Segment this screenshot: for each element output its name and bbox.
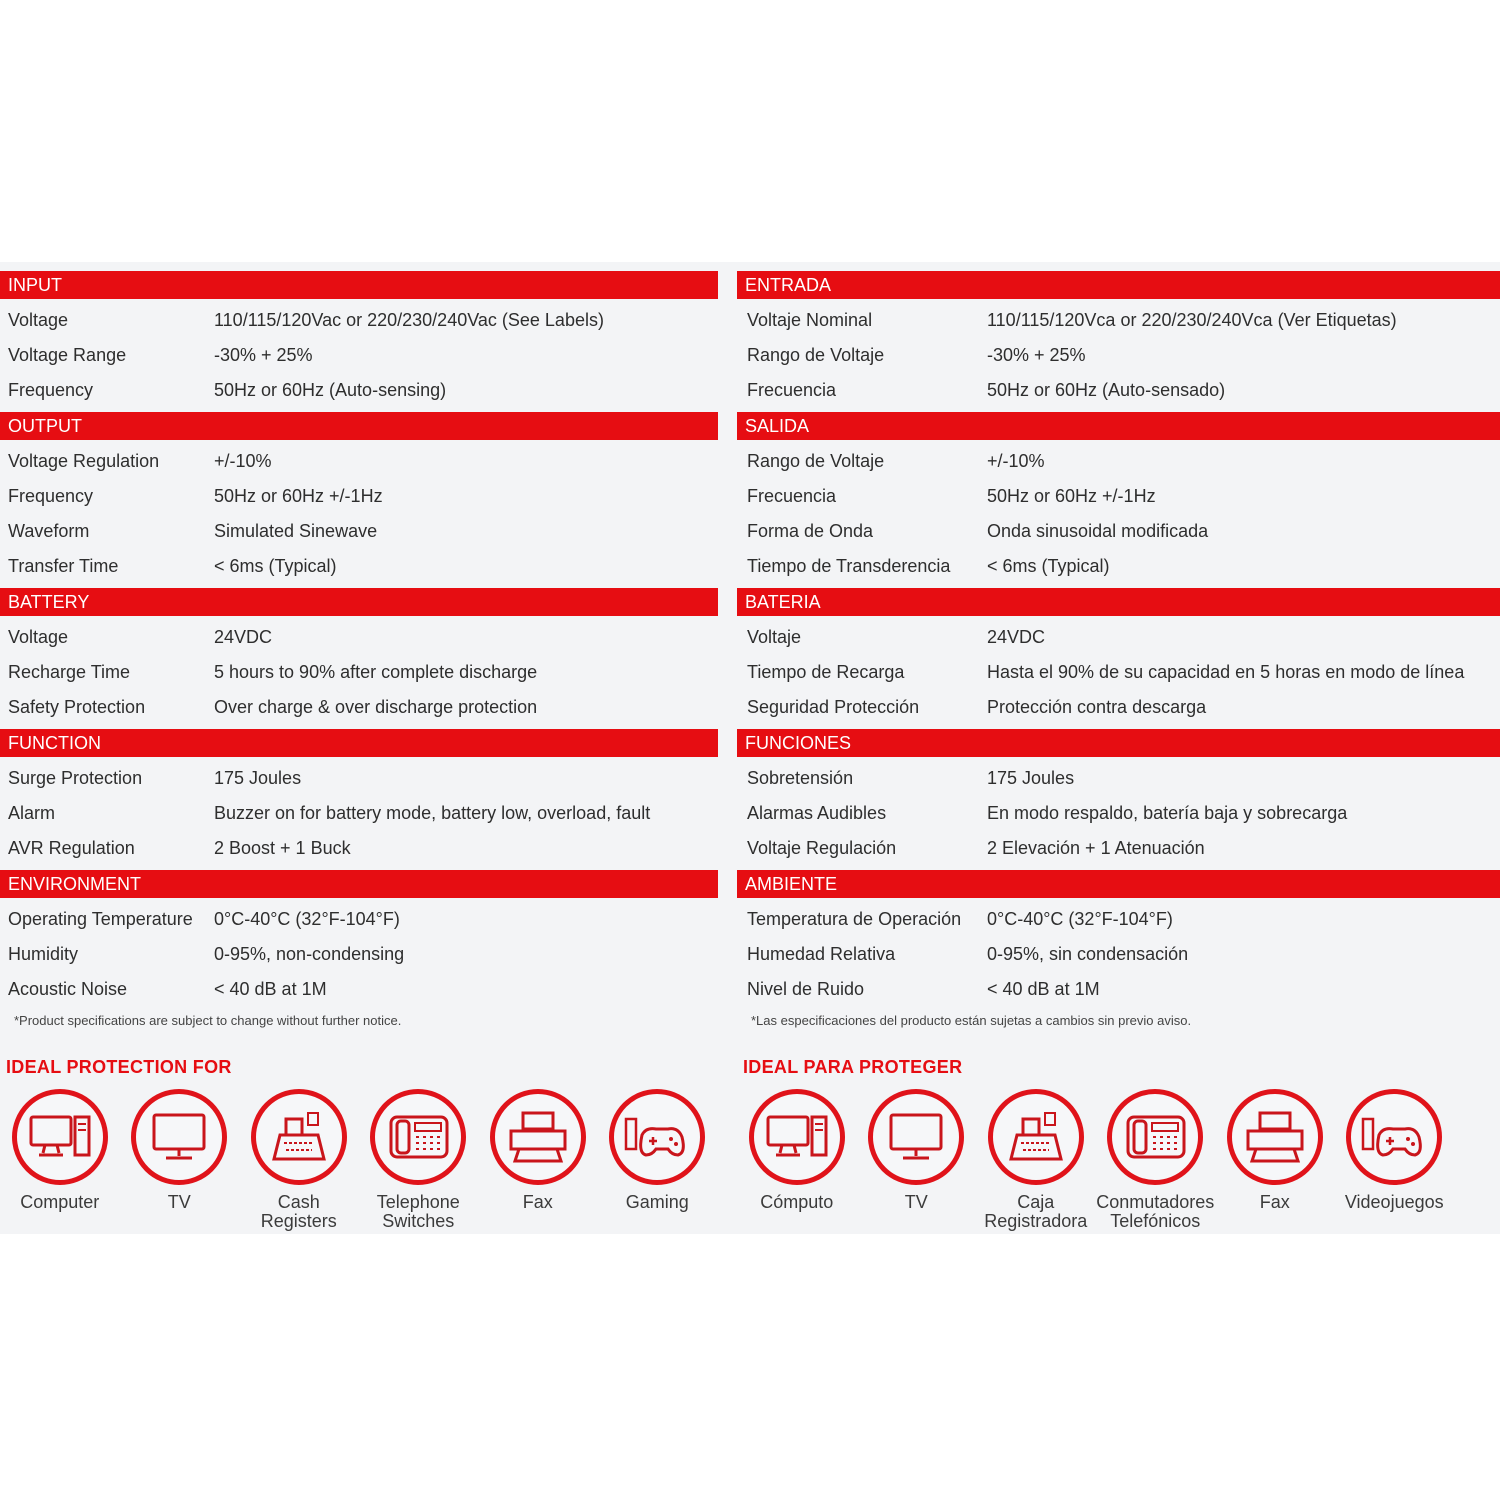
- spec-rows: [0, 761, 718, 866]
- spec-value: 0°C-40°C (32°F-104°F): [214, 909, 400, 929]
- spec-label: Voltage: [8, 627, 69, 647]
- spec-label: Surge Protection: [8, 768, 143, 788]
- section-header: ENTRADA: [737, 271, 1500, 299]
- spec-value: +/-10%: [214, 451, 272, 471]
- spec-row: [737, 373, 1500, 408]
- spec-label: Waveform: [8, 521, 90, 541]
- ideal-protection-title: IDEAL PARA PROTEGER: [743, 1057, 963, 1077]
- spec-rows: [0, 902, 718, 1007]
- spec-row: [0, 655, 718, 690]
- spec-label: Acoustic Noise: [8, 979, 128, 999]
- spec-label: Temperatura de Operación: [747, 909, 962, 929]
- spec-value: En modo respaldo, batería baja y sobrecarga: [987, 803, 1348, 823]
- tv-icon: [868, 1089, 964, 1185]
- spec-row: [737, 937, 1500, 972]
- spec-label: Alarmas Audibles: [747, 803, 887, 823]
- device-icon-list: [737, 1089, 1500, 1231]
- spec-label: Voltaje Regulación: [747, 838, 897, 858]
- english-spec-column: [0, 271, 718, 1231]
- spec-value: 50Hz or 60Hz +/-1Hz: [214, 486, 383, 506]
- spec-label: Frequency: [8, 380, 94, 400]
- spec-value: < 40 dB at 1M: [214, 979, 327, 999]
- spec-row: [0, 479, 718, 514]
- device-label: Gaming: [625, 1192, 689, 1212]
- spec-row: [737, 338, 1500, 373]
- spec-label: Tiempo de Transderencia: [747, 556, 951, 576]
- spec-rows: [0, 303, 718, 408]
- device-item: [120, 1089, 240, 1231]
- section-header: BATTERY: [0, 588, 718, 616]
- spec-value: 5 hours to 90% after complete discharge: [214, 662, 538, 682]
- device-label: Telephone Switches: [376, 1192, 460, 1231]
- spec-row: [737, 831, 1500, 866]
- spec-value: 175 Joules: [987, 768, 1075, 788]
- spec-rows: [737, 620, 1500, 725]
- spec-label: Operating Temperature: [8, 909, 193, 929]
- device-item: [857, 1089, 977, 1231]
- cash-register-icon: [988, 1089, 1084, 1185]
- spec-label: Humidity: [8, 944, 79, 964]
- spanish-spec-column: [737, 271, 1500, 1231]
- spec-row: [0, 373, 718, 408]
- spec-label: Rango de Voltaje: [747, 451, 885, 471]
- spec-value: 0-95%, sin condensación: [987, 944, 1189, 964]
- spec-value: < 6ms (Typical): [214, 556, 337, 576]
- telephone-icon: [1107, 1089, 1203, 1185]
- spec-label: Frequency: [8, 486, 94, 506]
- spec-row: [737, 444, 1500, 479]
- spec-label: Voltage Regulation: [8, 451, 160, 471]
- fax-icon: [1227, 1089, 1323, 1185]
- spec-rows: [737, 761, 1500, 866]
- spec-value: 110/115/120Vca or 220/230/240Vca (Ver Etiquetas): [987, 310, 1397, 330]
- spec-value: 24VDC: [214, 627, 273, 647]
- spec-label: Voltaje: [747, 627, 802, 647]
- spec-rows: [737, 902, 1500, 1007]
- device-label: Conmutadores Telefónicos: [1096, 1192, 1215, 1231]
- spec-value: < 40 dB at 1M: [987, 979, 1100, 999]
- device-item: [359, 1089, 479, 1231]
- spec-label: Voltage Range: [8, 345, 127, 365]
- spec-label: Humedad Relativa: [747, 944, 896, 964]
- gaming-icon: [1346, 1089, 1442, 1185]
- spec-row: [737, 479, 1500, 514]
- spec-value: Buzzer on for battery mode, battery low, overload, fault: [214, 803, 651, 823]
- device-item: [1215, 1089, 1335, 1231]
- spec-value: +/-10%: [987, 451, 1045, 471]
- device-label: TV: [167, 1192, 191, 1212]
- computer-icon: [12, 1089, 108, 1185]
- fax-icon: [490, 1089, 586, 1185]
- spec-row: [0, 549, 718, 584]
- spec-label: Rango de Voltaje: [747, 345, 885, 365]
- device-label: Cómputo: [760, 1192, 834, 1212]
- disclaimer-note: *Las especificaciones del producto están sujetas a cambios sin previo aviso.: [751, 1013, 1192, 1028]
- spec-row: [737, 620, 1500, 655]
- spec-label: Recharge Time: [8, 662, 131, 682]
- spec-row: [0, 902, 718, 937]
- section-header: AMBIENTE: [737, 870, 1500, 898]
- spec-value: Protección contra descarga: [987, 697, 1207, 717]
- section-header: OUTPUT: [0, 412, 718, 440]
- tv-icon: [131, 1089, 227, 1185]
- spec-value: 2 Elevación + 1 Atenuación: [987, 838, 1205, 858]
- spec-row: [737, 972, 1500, 1007]
- section-header: FUNCIONES: [737, 729, 1500, 757]
- spec-value: 50Hz or 60Hz +/-1Hz: [987, 486, 1156, 506]
- spec-row: [0, 972, 718, 1007]
- spec-value: 50Hz or 60Hz (Auto-sensing): [214, 380, 447, 400]
- spec-value: 110/115/120Vac or 220/230/240Vac (See Labels): [214, 310, 604, 330]
- spec-row: [0, 514, 718, 549]
- device-item: [239, 1089, 359, 1231]
- disclaimer-note: *Product specifications are subject to change without further notice.: [14, 1013, 402, 1028]
- spec-label: Nivel de Ruido: [747, 979, 865, 999]
- spec-rows: [0, 620, 718, 725]
- spec-label: AVR Regulation: [8, 838, 135, 858]
- gaming-icon: [609, 1089, 705, 1185]
- spec-row: [737, 796, 1500, 831]
- section-header: SALIDA: [737, 412, 1500, 440]
- spec-row: [0, 761, 718, 796]
- device-label: Caja Registradora: [984, 1192, 1088, 1231]
- spec-row: [0, 831, 718, 866]
- spec-rows: [737, 303, 1500, 408]
- section-header: INPUT: [0, 271, 718, 299]
- spec-value: 0°C-40°C (32°F-104°F): [987, 909, 1173, 929]
- spec-rows: [737, 444, 1500, 584]
- cash-register-icon: [251, 1089, 347, 1185]
- spec-label: Sobretensión: [747, 768, 854, 788]
- ideal-protection-title: IDEAL PROTECTION FOR: [6, 1057, 232, 1077]
- spec-value: -30% + 25%: [214, 345, 313, 365]
- spec-value: 24VDC: [987, 627, 1046, 647]
- spec-row: [737, 549, 1500, 584]
- spec-rows: [0, 444, 718, 584]
- device-label: TV: [904, 1192, 928, 1212]
- spec-row: [737, 761, 1500, 796]
- spec-label: Voltaje Nominal: [747, 310, 873, 330]
- spec-label: Frecuencia: [747, 380, 837, 400]
- device-label: Videojuegos: [1344, 1192, 1444, 1212]
- spec-value: Simulated Sinewave: [214, 521, 378, 541]
- spec-label: Voltage: [8, 310, 69, 330]
- device-label: Cash Registers: [260, 1192, 337, 1231]
- spec-label: Forma de Onda: [747, 521, 874, 541]
- spec-row: [0, 620, 718, 655]
- spec-row: [737, 655, 1500, 690]
- spec-label: Tiempo de Recarga: [747, 662, 905, 682]
- device-item: [1096, 1089, 1216, 1231]
- section-header: BATERIA: [737, 588, 1500, 616]
- section-header: FUNCTION: [0, 729, 718, 757]
- spec-label: Frecuencia: [747, 486, 837, 506]
- spec-row: [737, 690, 1500, 725]
- spec-value: 50Hz or 60Hz (Auto-sensado): [987, 380, 1226, 400]
- device-item: [598, 1089, 718, 1231]
- device-item: [478, 1089, 598, 1231]
- device-item: [737, 1089, 857, 1231]
- spec-value: Onda sinusoidal modificada: [987, 521, 1209, 541]
- spec-label: Transfer Time: [8, 556, 119, 576]
- spec-row: [0, 338, 718, 373]
- device-item: [0, 1089, 120, 1231]
- spec-value: 0-95%, non-condensing: [214, 944, 405, 964]
- spec-row: [737, 902, 1500, 937]
- spec-value: 175 Joules: [214, 768, 302, 788]
- spec-value: Hasta el 90% de su capacidad en 5 horas en modo de línea: [987, 662, 1465, 682]
- spec-value: < 6ms (Typical): [987, 556, 1110, 576]
- telephone-icon: [370, 1089, 466, 1185]
- spec-row: [737, 303, 1500, 338]
- spec-row: [0, 444, 718, 479]
- spec-label: Alarm: [8, 803, 56, 823]
- spec-value: 2 Boost + 1 Buck: [214, 838, 351, 858]
- device-label: Fax: [1259, 1192, 1290, 1212]
- device-label: Fax: [522, 1192, 553, 1212]
- spec-value: Over charge & over discharge protection: [214, 697, 538, 717]
- spec-row: [0, 690, 718, 725]
- spec-row: [0, 796, 718, 831]
- spec-label: Seguridad Protección: [747, 697, 920, 717]
- section-header: ENVIRONMENT: [0, 870, 718, 898]
- spec-row: [737, 514, 1500, 549]
- computer-icon: [749, 1089, 845, 1185]
- spec-value: -30% + 25%: [987, 345, 1086, 365]
- spec-label: Safety Protection: [8, 697, 146, 717]
- spec-row: [0, 303, 718, 338]
- device-label: Computer: [20, 1192, 100, 1212]
- device-item: [1335, 1089, 1455, 1231]
- device-icon-list: [0, 1089, 718, 1231]
- device-item: [976, 1089, 1096, 1231]
- spec-row: [0, 937, 718, 972]
